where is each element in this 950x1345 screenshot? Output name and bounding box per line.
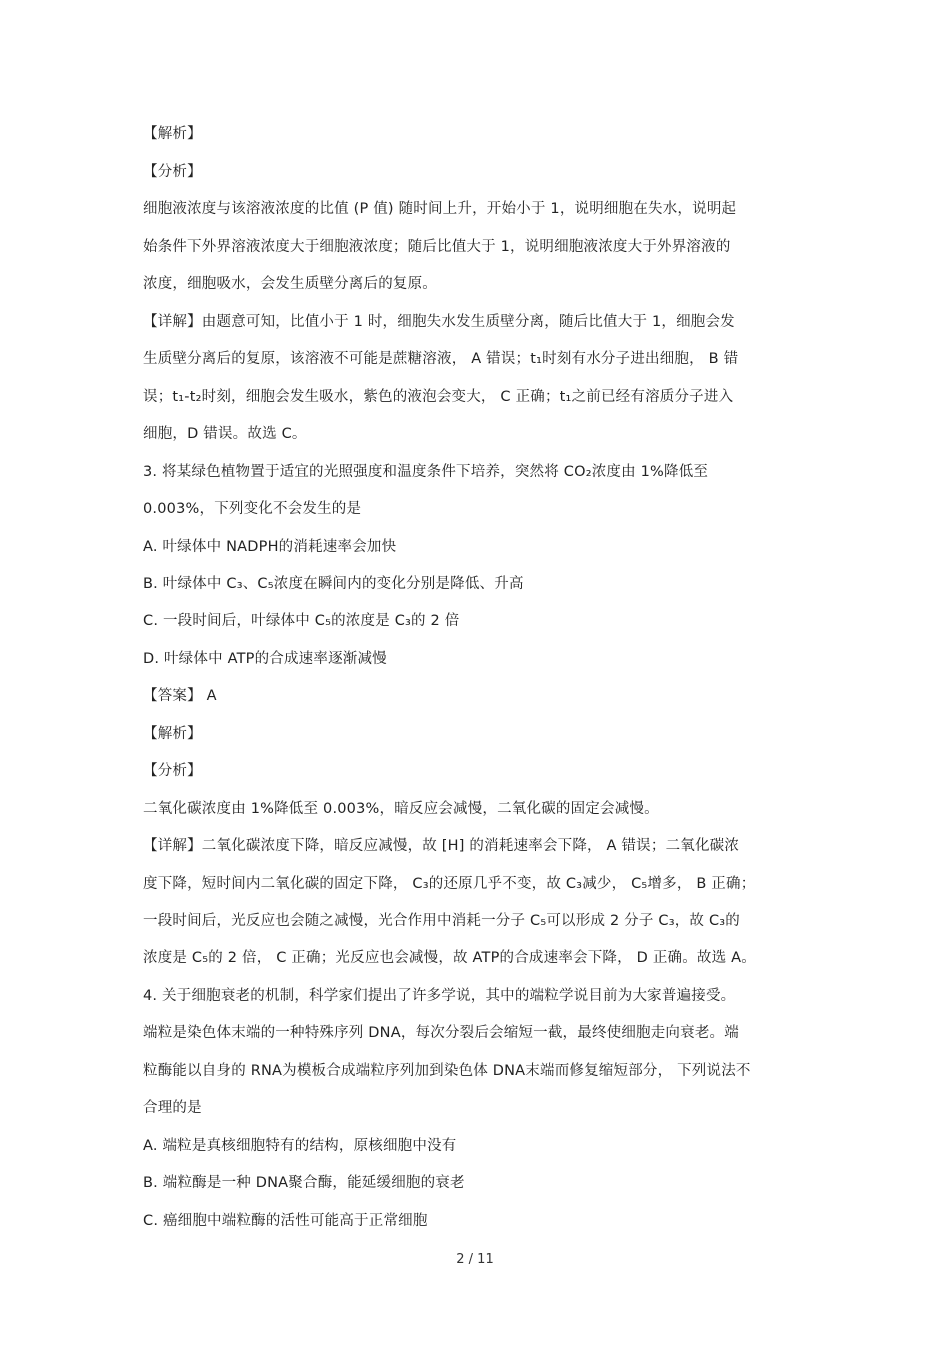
option-c: C. 一段时间后，叶绿体中 C₅的浓度是 C₃的 2 倍 xyxy=(143,613,460,629)
text-line: 生质壁分离后的复原，该溶液不可能是蔗糖溶液， A 错误；t₁时刻有水分子进出细胞， B 错 xyxy=(143,351,739,367)
text-line: 细胞，D 错误。故选 C。 xyxy=(143,426,307,442)
option-a: A. 叶绿体中 NADPH的消耗速率会加快 xyxy=(143,539,397,555)
question-3-stem: 3. 将某绿色植物置于适宜的光照强度和温度条件下培养，突然将 CO₂浓度由 1%降低至 xyxy=(143,464,709,480)
text-line: 【解析】 xyxy=(143,126,202,142)
text-line: 一段时间后，光反应也会随之减慢，光合作用中消耗一分子 C₅可以形成 2 分子 C₃，故 C₃的 xyxy=(143,913,740,929)
question-4-stem: 端粒是染色体末端的一种特殊序列 DNA，每次分裂后会缩短一截，最终使细胞走向衰老。端 xyxy=(143,1025,739,1041)
question-4-stem: 4. 关于细胞衰老的机制，科学家们提出了许多学说，其中的端粒学说目前为大家普遍接受。 xyxy=(143,988,736,1004)
page-number: 2 / 11 xyxy=(456,1252,494,1267)
option-b: B. 端粒酶是一种 DNA聚合酶，能延缓细胞的衰老 xyxy=(143,1175,465,1191)
text-line: 【分析】 xyxy=(143,164,202,180)
text-line: 始条件下外界溶液浓度大于细胞液浓度；随后比值大于 1，说明细胞液浓度大于外界溶液的 xyxy=(143,239,731,255)
option-a: A. 端粒是真核细胞特有的结构，原核细胞中没有 xyxy=(143,1138,457,1154)
text-line: 浓度，细胞吸水，会发生质壁分离后的复原。 xyxy=(143,276,437,292)
question-3-stem: 0.003%，下列变化不会发生的是 xyxy=(143,501,362,517)
option-d: D. 叶绿体中 ATP的合成速率逐渐减慢 xyxy=(143,651,387,667)
question-4-stem: 合理的是 xyxy=(143,1100,202,1116)
answer-label: 【答案】 A xyxy=(143,688,217,704)
question-4-stem: 粒酶能以自身的 RNA为模板合成端粒序列加到染色体 DNA末端而修复缩短部分， 下列说法不 xyxy=(143,1063,751,1079)
text-line: 【解析】 xyxy=(143,726,202,742)
text-line: 浓度是 C₅的 2 倍， C 正确；光反应也会减慢，故 ATP的合成速率会下降， D 正确。故选 A。 xyxy=(143,950,756,966)
option-c: C. 癌细胞中端粒酶的活性可能高于正常细胞 xyxy=(143,1213,428,1229)
text-line: 【详解】由题意可知，比值小于 1 时，细胞失水发生质壁分离，随后比值大于 1，细胞会发 xyxy=(143,314,735,330)
text-line: 二氧化碳浓度由 1%降低至 0.003%，暗反应会减慢，二氧化碳的固定会减慢。 xyxy=(143,801,659,817)
text-line: 细胞液浓度与该溶液浓度的比值 (P 值) 随时间上升，开始小于 1，说明细胞在失水，说明起 xyxy=(143,201,737,217)
text-line: 度下降，短时间内二氧化碳的固定下降， C₃的还原几乎不变，故 C₃减少， C₅增多， B 正确； xyxy=(143,876,756,892)
option-b: B. 叶绿体中 C₃、C₅浓度在瞬间内的变化分别是降低、升高 xyxy=(143,576,524,592)
text-line: 【详解】二氧化碳浓度下降，暗反应减慢，故 [H] 的消耗速率会下降， A 错误；二氧化碳浓 xyxy=(143,838,740,854)
text-line: 【分析】 xyxy=(143,763,202,779)
text-line: 误；t₁-t₂时刻，细胞会发生吸水，紫色的液泡会变大， C 正确；t₁之前已经有溶质分子进入 xyxy=(143,389,734,405)
